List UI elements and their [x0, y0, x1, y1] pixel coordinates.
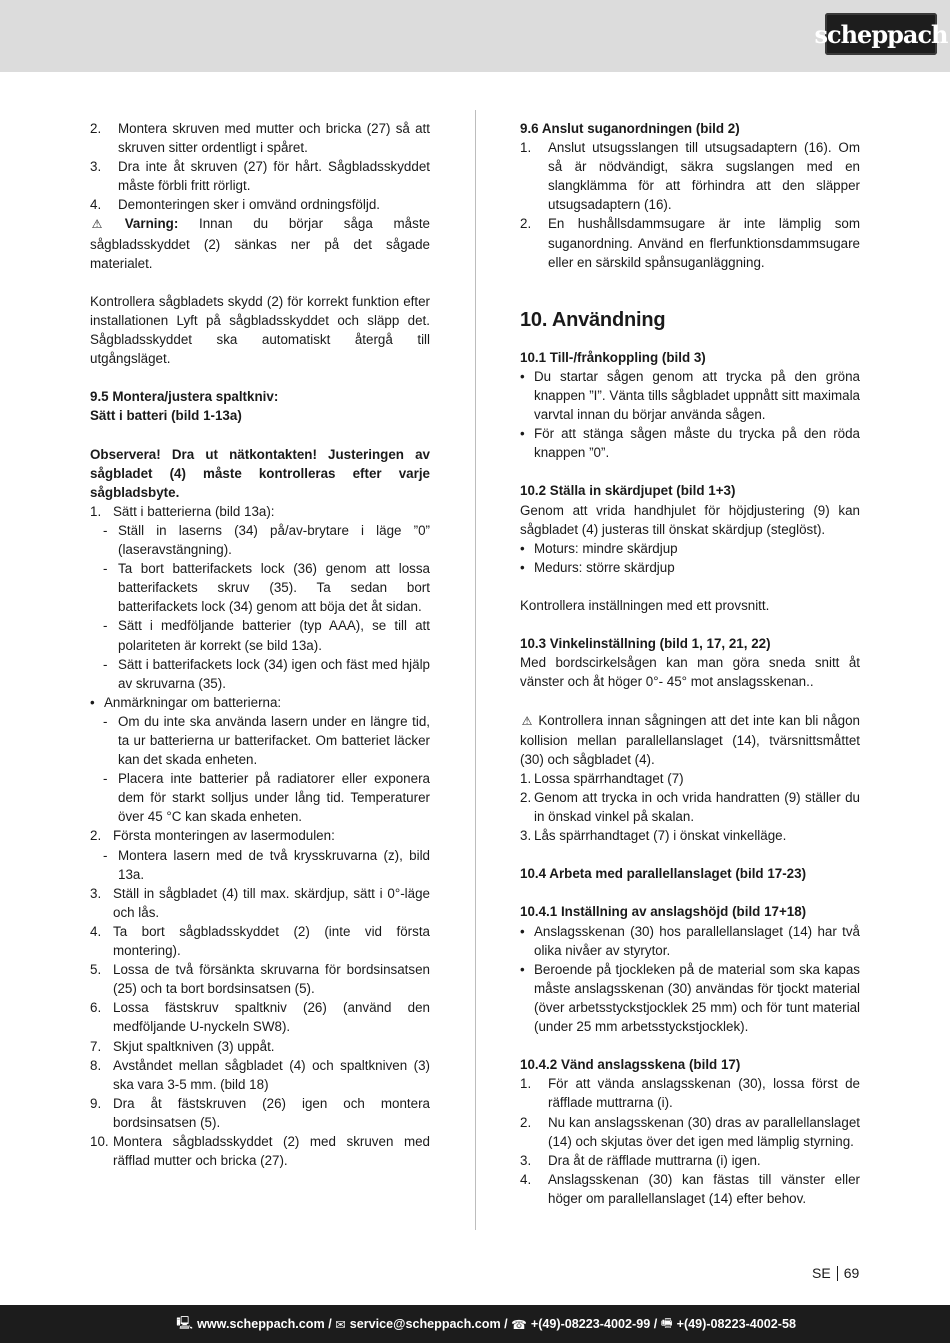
page-footer [0, 1305, 950, 1343]
warning-paragraph: ⚠ Varning: Innan du börjar såga måste sågbladsskyddet (2) sänkas ner på det sågade materialet. [90, 216, 430, 271]
computer-icon: 🖳 [176, 1315, 194, 1330]
phone-icon: ☎ [511, 1317, 527, 1332]
bullet-item: • Beroende på tjockleken på de material som ska kapas måste anslagsskenan (30) användas för tjockt material (över arbetsstyckstjocklek 25 mm) och för tunt material (under 25 mm arbetsstyckstjocklek). [520, 961, 860, 1035]
dash-item: - Placera inte batterier på radiatorer eller exponera dem för starkt solljus under lång tid. Temperaturer över 45 °C kan skada enheten. [103, 771, 430, 825]
list-item: 2. Första monteringen av lasermodulen: [90, 828, 335, 844]
list-item: 1. För att vända anslagsskenan (30), lossa först de räfflade muttrarna (i). [520, 1076, 860, 1111]
section-heading: 10.4.2 Vänd anslagsskena (bild 17) [520, 1057, 741, 1073]
paragraph: Kontrollera inställningen med ett provsnitt. [520, 597, 770, 613]
bullet-item: • Medurs: större skärdjup [520, 559, 675, 575]
section-heading: 9.5 Montera/justera spaltkniv: [90, 389, 279, 405]
fax-number: +(49)-08223-4002-58 [676, 1317, 796, 1331]
section-heading: 10.3 Vinkelinställning (bild 1, 17, 21, 22) [520, 636, 771, 652]
list-item: 7. Skjut spaltkniven (3) uppåt. [90, 1038, 275, 1054]
check-paragraph: Kontrollera sågbladets skydd (2) för korrekt funktion efter installationen Lyft på sågbladsskyddet och släpp det. Sågbladsskyddet ska automatiskt återgå till utgångsläget. [90, 293, 430, 367]
list-item: 2. Genom att trycka in och vrida handratten (9) ställer du in önskad vinkel på skalan. [520, 789, 860, 824]
bullet-item: • Anmärkningar om batterierna: [90, 694, 282, 710]
email-link[interactable]: service@scheppach.com / [349, 1317, 508, 1331]
column-divider [475, 110, 476, 1230]
list-item: 9. Dra åt fästskruven (26) igen och montera bordsinsatsen (5). [90, 1095, 430, 1130]
warning-paragraph: ⚠ Kontrollera innan sågningen att det inte kan bli någon kollision mellan parallellanslaget (14), tvärsnittsmåttet (30) och sågbladet (4). [520, 712, 860, 767]
dash-item: - Sätt i medföljande batterier (typ AAA), se till att polariteten är korrekt (se bild 13a). [103, 618, 430, 653]
list-item: 2. Nu kan anslagsskenan (30) dras av parallellanslaget (14) och skjutas över det igen med lämplig styrning. [520, 1114, 860, 1149]
page-header [0, 0, 950, 72]
list-item: 2. En hushållsdammsugare är inte lämplig som suganordning. Använd en flerfunktionsdammsugare eller en särskild spånsuganläggning. [520, 216, 860, 270]
section-subheading: Sätt i batteri (bild 1-13a) [90, 408, 242, 424]
dash-item: - Sätt i batterifackets lock (34) igen och fäst med hjälp av skruvarna (35). [103, 656, 430, 691]
list-item: 3. Lås spärrhandtaget (7) i önskat vinkelläge. [520, 828, 787, 844]
bullet-item: • Anslagsskenan (30) hos parallellanslaget (14) har två olika nivåer av styrytor. [520, 923, 860, 958]
list-item: 5. Lossa de två försänkta skruvarna för bordsinsatsen (25) och ta bort bordsinsatsen (5). [90, 962, 430, 997]
list-item: 8. Avståndet mellan sågbladet (4) och spaltkniven (3) ska vara 3-5 mm. (bild 18) [90, 1057, 430, 1092]
list-item: 3. Dra inte åt skruven (27) för hårt. Sågbladsskyddet måste förbli fritt rörligt. [90, 159, 430, 194]
list-item: 2. Montera skruven med mutter och bricka (27) så att skruven sitter ordentligt i spåret. [90, 121, 430, 156]
list-item: 4. Demonteringen sker i omvänd ordningsföljd. [90, 197, 381, 213]
left-column [90, 119, 430, 1170]
list-item: 3. Ställ in sågbladet (4) till max. skärdjup, sätt i 0°-läge och lås. [90, 885, 430, 920]
dash-item: - Montera lasern med de två krysskruvarna (z), bild 13a. [103, 847, 430, 882]
list-item: 10. Montera sågbladsskyddet (2) med skruven med räfflad mutter och bricka (27). [90, 1133, 430, 1169]
warning-icon: ⚠ [521, 713, 533, 728]
paragraph: Genom att vrida handhjulet för höjdjustering (9) kan sågbladet (4) justeras till önskat skärdjup (steglöst). [520, 502, 860, 537]
scheppach-logo: scheppach [825, 13, 937, 55]
list-item: 1. Sätt i batterierna (bild 13a): [90, 503, 275, 519]
list-item: 1. Anslut utsugsslangen till utsugsadaptern (16). Om så är nödvändigt, säkra sugslangen med en slangklämma för att förhindra att den släpper utsugsadaptern (16). [520, 140, 860, 213]
section-heading: 10.2 Ställa in skärdjupet (bild 1+3) [520, 483, 736, 499]
dash-item: - Ta bort batterifackets lock (36) genom att lossa batterifackets skruv (35). Ta sedan bort batterifackets lock (34) genom att böja det åt sidan. [103, 561, 430, 615]
chapter-heading: 10. Användning [520, 308, 666, 331]
website-link[interactable]: www.scheppach.com / [197, 1317, 332, 1331]
list-item: 1. Lossa spärrhandtaget (7) [520, 770, 684, 786]
list-item: 6. Lossa fästskruv spaltkniv (26) (använd den medföljande U-nyckeln SW8). [90, 1000, 430, 1035]
section-heading: 10.4 Arbeta med parallellanslaget (bild 17-23) [520, 866, 807, 882]
page-number: SE 69 [812, 1265, 860, 1281]
list-item: 3. Dra åt de räfflade muttrarna (i) igen. [520, 1152, 761, 1168]
dash-item: - Om du inte ska använda lasern under en längre tid, ta ur batterierna ur batterifacket. Om batteriet läcker kan det skada enheten. [103, 713, 430, 768]
bullet-item: • Moturs: mindre skärdjup [520, 540, 678, 556]
paragraph: Med bordscirkelsågen kan man göra sneda snitt åt vänster och åt höger 0°- 45° mot anslagsskenan.. [520, 655, 860, 690]
right-column [520, 119, 860, 1208]
list-item: 4. Ta bort sågbladsskyddet (2) (inte vid första montering). [90, 923, 430, 959]
warning-icon: ⚠ [91, 217, 103, 232]
section-heading: 10.1 Till-/frånkoppling (bild 3) [520, 349, 706, 365]
email-icon: ✉ [335, 1317, 346, 1332]
section-heading: 10.4.1 Inställning av anslagshöjd (bild 17+18) [520, 904, 807, 920]
observe-note: Observera! Dra ut nätkontakten! Justeringen av sågbladet (4) måste kontrolleras efter varje sågbladsbyte. [90, 446, 430, 500]
bullet-item: • För att stänga sågen måste du trycka på den röda knappen ”0”. [520, 426, 860, 461]
phone-number: +(49)-08223-4002-99 / [530, 1317, 658, 1331]
list-item: 4. Anslagsskenan (30) kan fästas till vänster eller höger om parallellanslaget (14) efter behov. [520, 1171, 860, 1206]
section-heading: 9.6 Anslut suganordningen (bild 2) [520, 121, 740, 136]
fax-icon: 🖷 [660, 1315, 673, 1330]
dash-item: - Ställ in laserns (34) på/av-brytare i läge ”0” (laseravstängning). [103, 522, 430, 558]
bullet-item: • Du startar sågen genom att trycka på den gröna knappen ”I”. Vänta tills sågbladet uppnått sitt maximala varvtal innan du börjar använda sågen. [520, 368, 860, 423]
